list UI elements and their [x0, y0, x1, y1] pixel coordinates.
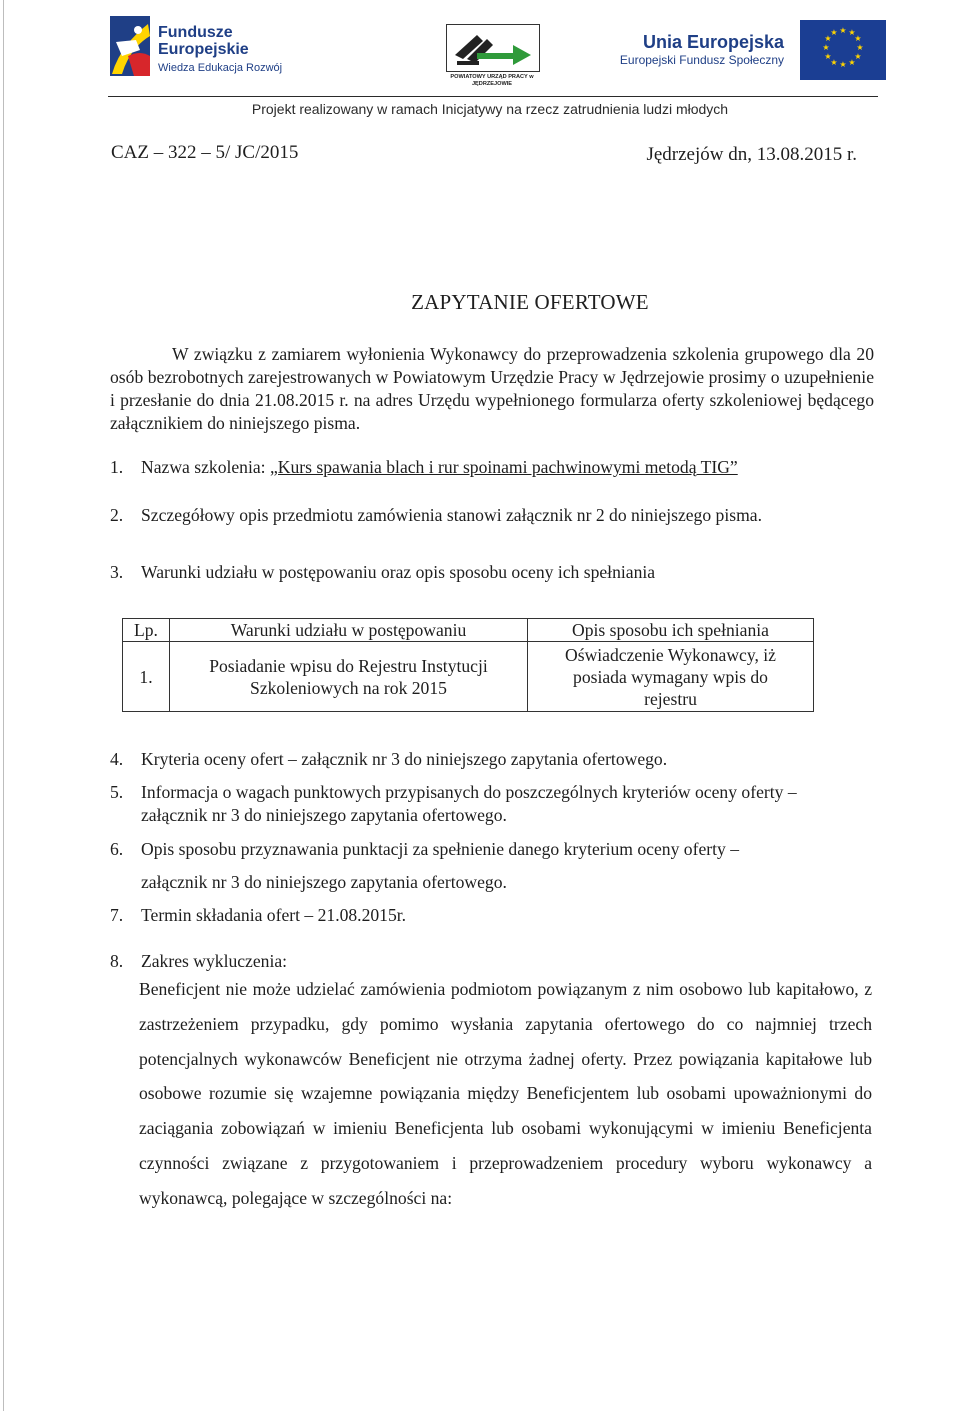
list-item-7 [110, 904, 874, 928]
list-item-8 [110, 950, 874, 974]
svg-text:★: ★ [824, 52, 832, 61]
fe-emblem-icon [110, 16, 154, 78]
item-text: Zakres wykluczenia: [141, 951, 288, 971]
list-item-1 [110, 456, 874, 480]
table-cell-condition: Posiadanie wpisu do Rejestru Instytucji Szkoleniowych na rok 2015 [170, 642, 528, 712]
svg-text:★: ★ [822, 43, 830, 52]
list-item-3 [110, 561, 874, 585]
table-header-cell: Warunki udziału w postępowaniu [170, 619, 528, 642]
table-header-cell: Opis sposobu ich spełniania [528, 619, 814, 642]
fundusze-europejskie-logo [110, 16, 310, 78]
eu-logo-title: Unia Europejska [642, 32, 784, 52]
table-row [123, 642, 814, 712]
item-number: 3. [110, 562, 124, 582]
eu-flag-icon [800, 20, 886, 80]
table-header-cell: Lp. [123, 619, 170, 642]
svg-text:★: ★ [848, 58, 856, 67]
table-cell-lp: 1. [123, 642, 170, 712]
item-text: Informacja o wagach punktowych przypisanych do poszczególnych kryteriów oceny oferty – załącznik nr 3 do niniejszego zapytania ofertowego. [141, 782, 797, 825]
fe-logo-subtitle: Wiedza Edukacja Rozwój [158, 62, 283, 74]
eu-logo-subtitle: Europejski Fundusz Społeczny [619, 53, 784, 67]
project-line: Projekt realizowany w ramach Inicjatywy na rzecz zatrudnienia ludzi młodych [251, 101, 729, 117]
header-divider [108, 96, 878, 97]
exclusion-paragraph: Beneficjent nie może udzielać zamówienia podmiotom powiązanym z nim osobowo lub kapitałowo, z zastrzeżeniem przypadku, gdy pomimo wysłania zapytania ofertowego do co najmniej trzech potencjalnych wykonawców Beneficjent nie otrzyma żadnej oferty. Przez powiązania kapitałowe lub osobowe rozumie się wzajemne powiązania między Beneficjentem lub osobami upoważnionymi do zaciągania zobowiązań w imieniu Beneficjenta lub osobami wykonującymi w imieniu Beneficjenta czynności związane z przygotowaniem i przeprowadzeniem procedury wyboru wykonawcy a wykonawcą, polegające w szczególności na: [139, 979, 872, 1208]
training-name-value: „Kurs spawania blach i rur spoinami pachwinowymi metodą TIG” [269, 457, 738, 477]
list-item-5 [110, 781, 874, 829]
item-text-line-2: załącznik nr 3 do niniejszego zapytania ofertowego. [141, 872, 507, 892]
pup-logo-text: POWIATOWY URZĄD PRACY w JĘDRZEJOWIE [450, 74, 534, 87]
svg-text:★: ★ [848, 28, 856, 37]
eu-logo-text [620, 32, 784, 68]
svg-text:★: ★ [856, 43, 864, 52]
document-date: Jędrzejów dn, 13.08.2015 r. [646, 144, 857, 165]
item-text [141, 456, 874, 479]
item-number: 1. [110, 457, 124, 477]
page-title: ZAPYTANIE OFERTOWE [411, 290, 649, 314]
training-name-label: Nazwa szkolenia: [141, 457, 266, 477]
item-number: 8. [110, 951, 124, 971]
svg-text:★: ★ [830, 58, 838, 67]
pup-logo [446, 24, 540, 96]
table-cell-description: Oświadczenie Wykonawcy, iż posiada wymagany wpis do rejestru [528, 642, 814, 712]
list-item-4 [110, 748, 874, 772]
item-text: Szczegółowy opis przedmiotu zamówienia stanowi załącznik nr 2 do niniejszego pisma. [141, 505, 762, 525]
item-text: Warunki udziału w postępowaniu oraz opis sposobu oceny ich spełniania [141, 562, 656, 582]
intro-paragraph: W związku z zamiarem wyłonienia Wykonawcy do przeprowadzenia szkolenia grupowego dla 20 osób bezrobotnych zarejestrowanych w Powiatowym Urzędzie Pracy w Jędrzejowie prosimy o uzupełnienie i przesłanie do dnia 21.08.2015 r. na adres Urzędu wypełnionego formularza oferty szkoleniowej będącego załącznikiem do niniejszego pisma. [110, 344, 874, 433]
conditions-table [122, 618, 814, 712]
page-edge [3, 0, 4, 1411]
item-number: 7. [110, 905, 124, 925]
item-text: Kryteria oceny ofert – załącznik nr 3 do niniejszego zapytania ofertowego. [141, 749, 668, 769]
item-text-line-1: Opis sposobu przyznawania punktacji za spełnienie danego kryterium oceny oferty – [141, 839, 739, 859]
item-number: 2. [110, 505, 124, 525]
pup-logo-frame [446, 24, 540, 72]
item-text: Termin składania ofert – 21.08.2015r. [141, 905, 407, 925]
item-number: 4. [110, 749, 124, 769]
item-number: 5. [110, 782, 124, 802]
list-item-6 [110, 838, 874, 898]
svg-text:★: ★ [839, 26, 847, 35]
reference-number: CAZ – 322 – 5/ JC/2015 [111, 142, 299, 163]
svg-text:★: ★ [839, 60, 847, 69]
list-item-2 [110, 504, 874, 528]
svg-text:★: ★ [854, 34, 862, 43]
table-header-row [123, 619, 814, 642]
pup-arrows-icon [447, 25, 539, 71]
svg-text:★: ★ [824, 34, 832, 43]
svg-text:★: ★ [854, 52, 862, 61]
item-number: 6. [110, 839, 124, 859]
fe-logo-title: Fundusze Europejskie [158, 24, 249, 58]
svg-text:★: ★ [830, 28, 838, 37]
